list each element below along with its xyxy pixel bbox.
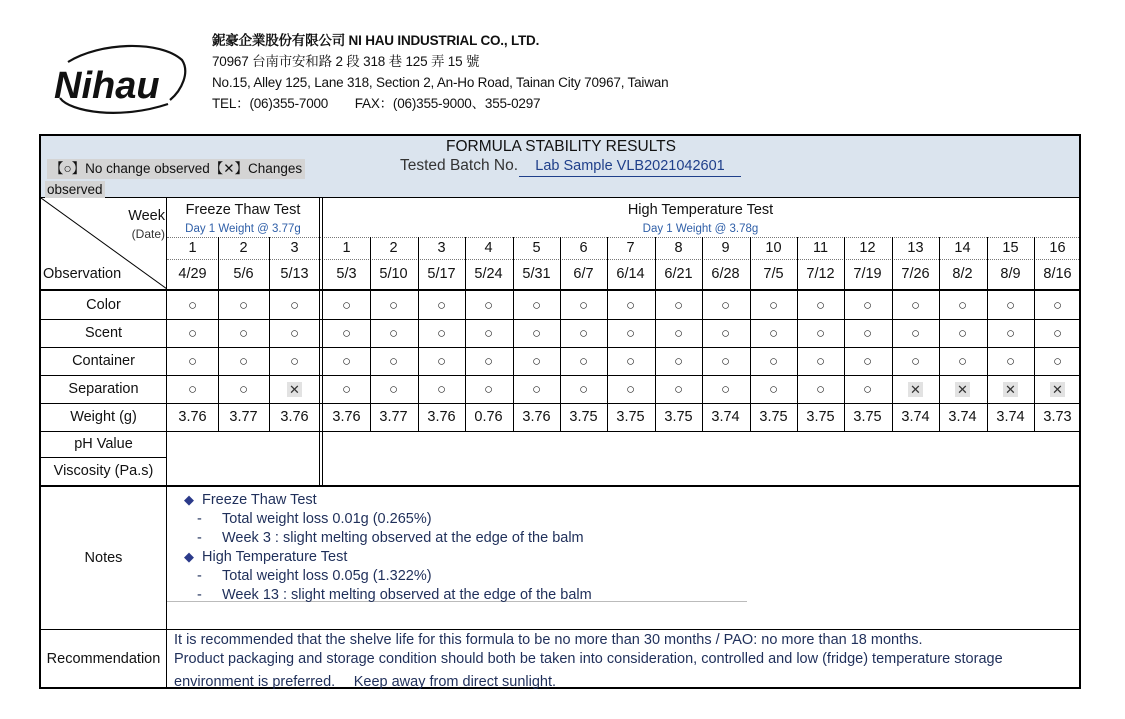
weight-value: 3.74 (948, 409, 977, 425)
weight-value: 3.75 (616, 409, 645, 425)
freeze-week-number: 3 (290, 240, 299, 256)
observation-mark: ○ (238, 324, 249, 342)
notes-high-item (197, 568, 432, 584)
high-temp-day1-weight: Day 1 Weight @ 3.78g (642, 223, 759, 235)
high-temp-date: 7/19 (853, 266, 882, 282)
high-temp-week-number: 10 (765, 240, 782, 256)
notes-freeze-item (197, 511, 432, 527)
high-temp-week-number: 6 (579, 240, 588, 256)
observation-mark: ○ (957, 296, 968, 314)
observation-mark: ○ (483, 296, 494, 314)
row-label-weight: Weight (g) (70, 409, 137, 425)
observation-mark (269, 375, 320, 403)
weight-value: 3.76 (427, 409, 456, 425)
row-label-ph: pH Value (74, 436, 133, 452)
batch-label: Tested Batch No. (399, 157, 519, 174)
company-name: 鈮豪企業股份有限公司 NI HAU INDUSTRIAL CO., LTD. (212, 33, 540, 48)
row-label-viscosity: Viscosity (Pa.s) (53, 463, 154, 479)
observation-mark: ○ (1005, 324, 1016, 342)
notes-label: Notes (84, 549, 123, 566)
observation-mark: ○ (625, 324, 636, 342)
observation-mark: ○ (436, 352, 447, 370)
high-temp-date: 8/2 (952, 266, 973, 282)
high-temp-date: 7/12 (806, 266, 835, 282)
observation-mark: ○ (531, 324, 542, 342)
address-chinese: 70967 台南市安和路 2 段 318 巷 125 弄 15 號 (212, 54, 480, 69)
observation-mark: ○ (1005, 352, 1016, 370)
dash-bullet: - (197, 587, 202, 602)
weight-value: 3.73 (1043, 409, 1072, 425)
weight-value: 3.76 (178, 409, 207, 425)
high-temp-title: High Temperature Test (627, 202, 774, 218)
row-label-color: Color (86, 297, 121, 313)
observation-mark: ○ (910, 296, 921, 314)
high-temp-week-number: 9 (721, 240, 730, 256)
change-mark-icon: ✕ (957, 381, 968, 397)
observation-mark: ○ (187, 352, 198, 370)
weight-value: 3.75 (759, 409, 788, 425)
high-temp-week-number: 13 (907, 240, 924, 256)
change-mark-icon: ✕ (910, 381, 921, 397)
weight-value: 3.75 (664, 409, 693, 425)
observation-mark: ○ (341, 324, 352, 342)
observation-mark: ○ (815, 324, 826, 342)
notes-high-title: High Temperature Test (202, 549, 348, 565)
change-mark-icon: ✕ (1052, 381, 1063, 397)
observation-mark (892, 375, 939, 403)
high-temp-week-number: 1 (342, 240, 351, 256)
contact-numbers: TEL：(06)355-7000 FAX：(06)355-9000、355-0297 (212, 96, 541, 111)
notes-high-item-text: Total weight loss 0.05g (1.322%) (222, 568, 432, 584)
high-temp-date: 7/5 (763, 266, 784, 282)
observation-mark: ○ (388, 352, 399, 370)
observation-mark: ○ (578, 324, 589, 342)
observation-mark: ○ (910, 352, 921, 370)
notes-freeze-title: Freeze Thaw Test (202, 492, 317, 508)
high-temp-week-number: 7 (626, 240, 635, 256)
freeze-week-number: 2 (239, 240, 248, 256)
observation-mark: ○ (578, 352, 589, 370)
legend-continued: observed (47, 182, 103, 197)
observation-mark: ○ (815, 352, 826, 370)
weight-value: 3.74 (996, 409, 1025, 425)
observation-mark: ○ (625, 380, 636, 398)
weight-value: 3.77 (379, 409, 408, 425)
high-temp-date: 8/9 (1000, 266, 1021, 282)
row-label-separation: Separation (68, 381, 139, 397)
dash-bullet: - (197, 530, 202, 546)
row-label-container: Container (72, 353, 135, 369)
observation-mark: ○ (862, 380, 873, 398)
observation-mark: ○ (910, 324, 921, 342)
notes-freeze-heading (184, 492, 317, 508)
row-divider (41, 485, 1079, 487)
freeze-date: 4/29 (178, 266, 207, 282)
dash-bullet: - (197, 511, 202, 527)
weight-value: 3.75 (853, 409, 882, 425)
observation-mark: ○ (388, 324, 399, 342)
weight-value: 3.75 (806, 409, 835, 425)
legend: 【○】No change observed【✕】Changes (47, 159, 305, 179)
observation-mark: ○ (341, 352, 352, 370)
notes-freeze-item (197, 530, 584, 546)
weight-value: 3.77 (229, 409, 258, 425)
observation-mark: ○ (341, 380, 352, 398)
observation-mark: ○ (531, 296, 542, 314)
recommendation-text-2: environment is preferred. Keep away from direct sunlight. (174, 674, 557, 690)
observation-mark: ○ (483, 380, 494, 398)
weight-value: 3.75 (569, 409, 598, 425)
observation-mark: ○ (673, 352, 684, 370)
high-temp-date: 5/24 (474, 266, 503, 282)
observation-mark: ○ (483, 324, 494, 342)
stability-results-table (39, 134, 1081, 689)
observation-mark: ○ (436, 380, 447, 398)
weight-value: 0.76 (474, 409, 503, 425)
high-temp-date: 5/3 (336, 266, 357, 282)
weight-value: 3.76 (332, 409, 361, 425)
observation-mark: ○ (531, 380, 542, 398)
high-temp-week-number: 5 (532, 240, 541, 256)
high-temp-week-number: 15 (1002, 240, 1019, 256)
observation-mark: ○ (768, 380, 779, 398)
notes-high-item-text: Week 13 : slight melting observed at the edge of the balm (222, 587, 592, 602)
recommendation-warning: It is recommended that the shelve life for this formula to be no more than 30 months / PAO: no more than 18 months. (174, 632, 923, 648)
observation-mark (1034, 375, 1081, 403)
observation-mark: ○ (238, 380, 249, 398)
observation-mark: ○ (238, 296, 249, 314)
observation-mark: ○ (1005, 296, 1016, 314)
company-info (212, 30, 668, 114)
observation-mark: ○ (862, 296, 873, 314)
logo-text: Nihau (54, 65, 160, 107)
row-divider (41, 431, 1079, 432)
observation-mark: ○ (289, 324, 300, 342)
observation-mark: ○ (436, 324, 447, 342)
observation-mark: ○ (289, 296, 300, 314)
observation-mark: ○ (673, 324, 684, 342)
diamond-bullet-icon: ◆ (184, 549, 194, 564)
row-label-scent: Scent (84, 325, 123, 341)
observation-mark: ○ (768, 296, 779, 314)
observation-mark: ○ (720, 296, 731, 314)
observation-mark: ○ (625, 296, 636, 314)
high-temp-date: 6/7 (573, 266, 594, 282)
observation-mark: ○ (1052, 352, 1063, 370)
high-temp-week-number: 3 (437, 240, 446, 256)
observation-mark: ○ (1052, 296, 1063, 314)
observation-mark: ○ (578, 296, 589, 314)
observation-mark: ○ (388, 380, 399, 398)
nihau-logo (50, 40, 190, 118)
observation-mark: ○ (720, 380, 731, 398)
weight-value: 3.76 (522, 409, 551, 425)
observation-mark: ○ (862, 324, 873, 342)
observation-mark: ○ (673, 380, 684, 398)
freeze-thaw-title: Freeze Thaw Test (185, 202, 301, 218)
recommendation-text-1: Product packaging and storage condition should both be taken into consideration, controlled and low (fridge) temperature storage (174, 651, 1003, 667)
observation-mark: ○ (341, 296, 352, 314)
high-temp-date: 5/31 (522, 266, 551, 282)
notes-freeze-item-text: Total weight loss 0.01g (0.265%) (222, 511, 432, 527)
notes-high-heading (184, 549, 347, 565)
observation-mark: ○ (673, 296, 684, 314)
freeze-week-number: 1 (188, 240, 197, 256)
high-temp-week-number: 4 (484, 240, 493, 256)
observation-mark: ○ (388, 296, 399, 314)
recommendation-label: Recommendation (46, 650, 161, 667)
observation-mark: ○ (815, 296, 826, 314)
high-temp-date: 5/10 (379, 266, 408, 282)
notes-high-item (197, 587, 592, 602)
observation-mark: ○ (862, 352, 873, 370)
observation-mark: ○ (815, 380, 826, 398)
observation-mark: ○ (720, 324, 731, 342)
high-temp-week-number: 8 (674, 240, 683, 256)
change-mark-icon: ✕ (289, 381, 300, 397)
address-english: No.15, Alley 125, Lane 318, Section 2, An-Ho Road, Tainan City 70967, Taiwan (212, 75, 669, 90)
dash-bullet: - (197, 568, 202, 584)
high-temp-date: 6/21 (664, 266, 693, 282)
report-title: FORMULA STABILITY RESULTS (446, 138, 676, 155)
observation-mark: ○ (578, 380, 589, 398)
high-temp-week-number: 16 (1049, 240, 1066, 256)
high-temp-date: 6/28 (711, 266, 740, 282)
freeze-date: 5/13 (280, 266, 309, 282)
diamond-bullet-icon: ◆ (184, 492, 194, 507)
observation-mark (939, 375, 986, 403)
observation-mark: ○ (1052, 324, 1063, 342)
observation-mark: ○ (238, 352, 249, 370)
date-label: (Date) (131, 227, 165, 241)
observation-mark: ○ (625, 352, 636, 370)
observation-mark (987, 375, 1034, 403)
observation-mark: ○ (289, 352, 300, 370)
high-temp-week-number: 12 (859, 240, 876, 256)
observation-mark: ○ (531, 352, 542, 370)
observation-mark: ○ (483, 352, 494, 370)
observation-mark: ○ (187, 324, 198, 342)
observation-mark: ○ (720, 352, 731, 370)
freeze-thaw-day1-weight: Day 1 Weight @ 3.77g (185, 223, 301, 235)
change-mark-icon: ✕ (1005, 381, 1016, 397)
observation-label: Observation (43, 266, 122, 282)
batch-number: Lab Sample VLB2021042601 (519, 156, 741, 177)
freeze-date: 5/6 (233, 266, 254, 282)
observation-mark: ○ (436, 296, 447, 314)
observation-mark: ○ (768, 352, 779, 370)
high-temp-date: 8/16 (1043, 266, 1072, 282)
notes-freeze-item-text: Week 3 : slight melting observed at the edge of the balm (222, 530, 584, 546)
high-temp-week-number: 11 (812, 240, 829, 256)
observation-mark: ○ (187, 380, 198, 398)
observation-mark: ○ (957, 324, 968, 342)
weight-value: 3.74 (901, 409, 930, 425)
week-label: Week (128, 208, 165, 224)
row-divider (41, 629, 1079, 630)
weight-value: 3.76 (280, 409, 309, 425)
weight-value: 3.74 (711, 409, 740, 425)
high-temp-date: 7/26 (901, 266, 930, 282)
high-temp-week-number: 2 (389, 240, 398, 256)
observation-mark: ○ (957, 352, 968, 370)
observation-mark: ○ (768, 324, 779, 342)
high-temp-date: 5/17 (427, 266, 456, 282)
observation-mark: ○ (187, 296, 198, 314)
high-temp-date: 6/14 (616, 266, 645, 282)
high-temp-week-number: 14 (954, 240, 971, 256)
